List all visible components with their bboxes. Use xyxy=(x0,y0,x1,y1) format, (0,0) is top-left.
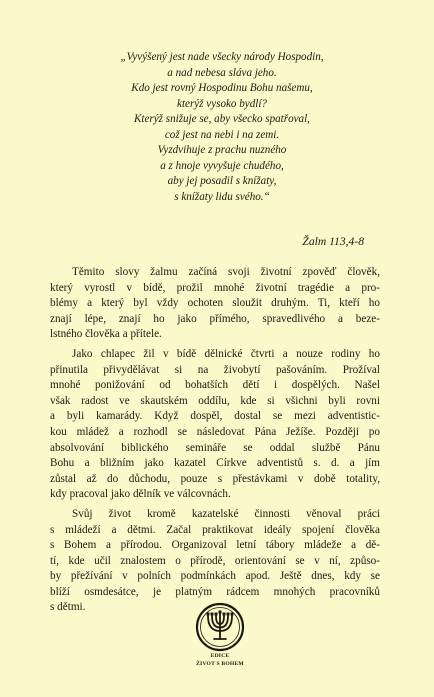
text-line: blíží osmdesátce, je platným rádcem mnohých pracovníků xyxy=(50,585,380,598)
psalm-quote xyxy=(86,50,358,205)
text-line: zůstal až do důchodu, pouze s přestávkami v době totality, xyxy=(50,472,380,485)
paragraph xyxy=(50,347,380,503)
text-line: Těmito slovy žalmu začíná svoji životní zpověď člověk, xyxy=(72,266,380,278)
text-line: s Bohem a přírodou. Organizoval letní tábory mládeže a dě- xyxy=(50,539,380,552)
edition-caption-2: ŽIVOT S BOHEM xyxy=(196,660,244,667)
text-line: tí, kde učil znalostem o přírodě, orientování se v ní, způso- xyxy=(50,554,380,567)
text-line: Svůj život kromě kazatelské činnosti věnoval práci xyxy=(72,507,380,520)
text-line: s dětmi. xyxy=(50,601,86,614)
psalm-line: což jest na nebi i na zemi. xyxy=(164,128,280,141)
text-line: který vyrostl v bídě, prožil mnohé životní tragédie a pro- xyxy=(50,281,380,294)
psalm-line: „Vyvýšený jest nade všecky národy Hospodin, xyxy=(120,51,324,63)
text-line: mnohé ponižování od bohatších dětí i dospělých. Našel xyxy=(50,379,380,392)
psalm-reference: Žalm 113,4-8 xyxy=(302,235,364,248)
text-line: by přežívání v polních podmínkách apod. Ještě dnes, kdy se xyxy=(50,570,380,583)
text-line: znají lépe, znají ho jako přímého, spravedlivého a beze- xyxy=(50,312,380,325)
edition-logo xyxy=(190,602,250,667)
psalm-line: a nad nebesa sláva jeho. xyxy=(167,66,277,79)
psalm-line: Vyzdvihuje z prachu nuzného xyxy=(157,144,287,156)
text-line: kou mládež a rozhodl se následovat Pána Ježíše. Později po xyxy=(50,425,380,438)
text-line: Jako chlapec žil v bídě dělnické čtvrti a nouze rodiny ho xyxy=(72,347,380,360)
text-line: však radost ve skautském oddílu, kde si všichni byli rovni xyxy=(50,394,380,407)
text-line: absolvování biblického semináře se oddal službě Pánu xyxy=(50,441,380,454)
text-line: lstného člověka a přítele. xyxy=(50,328,162,341)
text-line: a byli kamarády. Když dospěl, dostal se mezi adventistic- xyxy=(50,410,380,423)
psalm-line: aby jej posadil s knížaty, xyxy=(167,175,277,187)
psalm-line: s knížaty lidu svého.“ xyxy=(174,190,270,203)
paragraph xyxy=(50,265,380,343)
menorah-icon xyxy=(195,602,245,652)
psalm-line: kterýž vysoko bydlí? xyxy=(177,97,267,110)
paragraph xyxy=(50,507,380,616)
text-line: blémy a který byl vždy ochoten sloužit druhým. Ti, kteří ho xyxy=(50,297,380,310)
edition-caption-1: EDICE xyxy=(210,653,230,659)
blurb-text xyxy=(50,265,380,620)
psalm-line: Kterýž snižuje se, aby všecko spatřoval, xyxy=(134,113,310,125)
text-line: přinutila přivydělávat si na živobytí pašováním. Prožíval xyxy=(50,363,380,376)
text-line: s mládeží a dětmi. Začal praktikovat ideály spojení člověka xyxy=(50,523,380,536)
text-line: kdy pracoval jako dělník ve válcovnách. xyxy=(50,488,231,501)
psalm-line: Kdo jest rovný Hospodinu Bohu našemu, xyxy=(131,82,313,94)
text-line: Bohu a bližním jako kazatel Církve adventistů s. d. a jím xyxy=(50,457,380,470)
psalm-line: a z hnoje vyvyšuje chudého, xyxy=(160,159,284,172)
